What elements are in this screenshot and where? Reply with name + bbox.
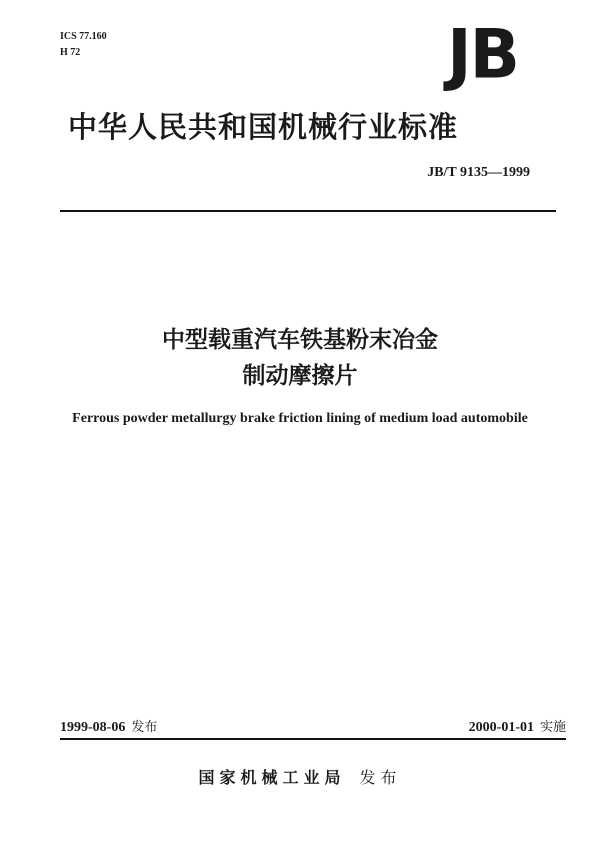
issue-date-block bbox=[60, 716, 157, 736]
implementation-date-block bbox=[469, 716, 566, 736]
ics-code: ICS 77.160 bbox=[60, 31, 107, 42]
jb-logo: JB bbox=[447, 15, 518, 94]
title-cn-line2: 制动摩擦片 bbox=[242, 363, 358, 389]
footer-divider bbox=[60, 738, 566, 740]
title-en: Ferrous powder metallurgy brake friction lining of medium load automobile bbox=[72, 411, 528, 426]
organization-title: 中华人民共和国机械行业标准 bbox=[68, 110, 459, 144]
issuer-action: 发布 bbox=[359, 768, 402, 787]
issuer-name: 国家机械工业局 bbox=[198, 768, 346, 787]
classification-code: H 72 bbox=[60, 47, 81, 58]
issue-label: 发布 bbox=[131, 720, 158, 735]
header-divider bbox=[60, 210, 556, 212]
implementation-date: 2000-01-01 bbox=[468, 720, 534, 735]
title-cn-line1: 中型载重汽车铁基粉末冶金 bbox=[162, 327, 438, 353]
issue-date: 1999-08-06 bbox=[60, 720, 126, 735]
standard-number: JB/T 9135—1999 bbox=[427, 165, 530, 180]
implementation-label: 实施 bbox=[539, 720, 566, 735]
issuer-block bbox=[0, 765, 600, 788]
